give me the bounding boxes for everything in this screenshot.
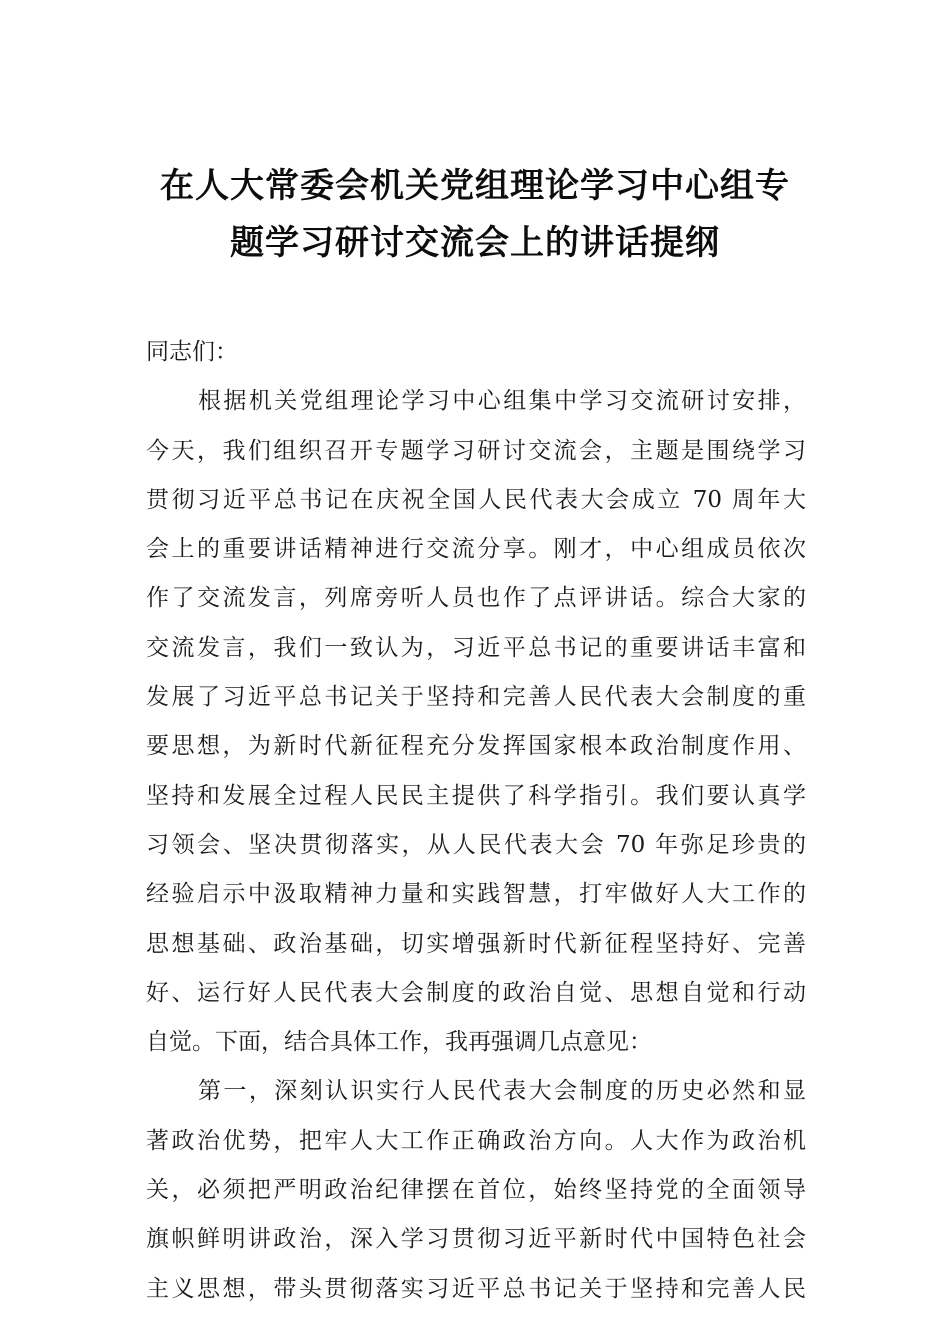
paragraph-2-line: 主义思想，带头贯彻落实习近平总书记关于坚持和完善人民: [146, 1275, 806, 1302]
paragraph-1-line: 要思想，为新时代新征程充分发挥国家根本政治制度作用、: [146, 733, 806, 760]
paragraph-1-line: 会上的重要讲话精神进行交流分享。刚才，中心组成员依次: [146, 536, 806, 563]
title-line-1: 在人大常委会机关党组理论学习中心组专: [160, 166, 790, 206]
paragraph-1-line: 作了交流发言，列席旁听人员也作了点评讲话。综合大家的: [146, 585, 806, 612]
paragraph-2-line: 第一，深刻认识实行人民代表大会制度的历史必然和显: [198, 1078, 806, 1105]
paragraph-1-line: 经验启示中汲取精神力量和实践智慧，打牢做好人大工作的: [146, 881, 806, 908]
paragraph-1-line: 好、运行好人民代表大会制度的政治自觉、思想自觉和行动: [146, 979, 806, 1006]
paragraph-2-line: 著政治优势，把牢人大工作正确政治方向。人大作为政治机: [146, 1127, 806, 1154]
document-title: [140, 158, 810, 272]
paragraph-1-line: 自觉。下面，结合具体工作，我再强调几点意见：: [146, 1029, 652, 1056]
paragraph-1-line: 坚持和发展全过程人民民主提供了科学指引。我们要认真学: [146, 782, 806, 809]
paragraph-1-line: 习领会、坚决贯彻落实，从人民代表大会 70 年弥足珍贵的: [146, 831, 806, 858]
paragraph-1-line: 今天，我们组织召开专题学习研讨交流会，主题是围绕学习: [146, 437, 806, 464]
document-body: [146, 328, 806, 1314]
paragraph-1-line: 交流发言，我们一致认为，习近平总书记的重要讲话丰富和: [146, 634, 806, 661]
salutation: 同志们：: [146, 339, 238, 365]
paragraph-1-line: 发展了习近平总书记关于坚持和完善人民代表大会制度的重: [146, 684, 806, 711]
paragraph-1-line: 思想基础、政治基础，切实增强新时代新征程坚持好、完善: [146, 930, 806, 957]
title-line-2: 题学习研讨交流会上的讲话提纲: [230, 223, 720, 263]
paragraph-1-line: 根据机关党组理论学习中心组集中学习交流研讨安排，: [198, 388, 806, 415]
paragraph-2-line: 旗帜鲜明讲政治，深入学习贯彻习近平新时代中国特色社会: [146, 1226, 806, 1253]
paragraph-1-line: 贯彻习近平总书记在庆祝全国人民代表大会成立 70 周年大: [146, 486, 806, 513]
paragraph-2-line: 关，必须把严明政治纪律摆在首位，始终坚持党的全面领导: [146, 1177, 806, 1204]
